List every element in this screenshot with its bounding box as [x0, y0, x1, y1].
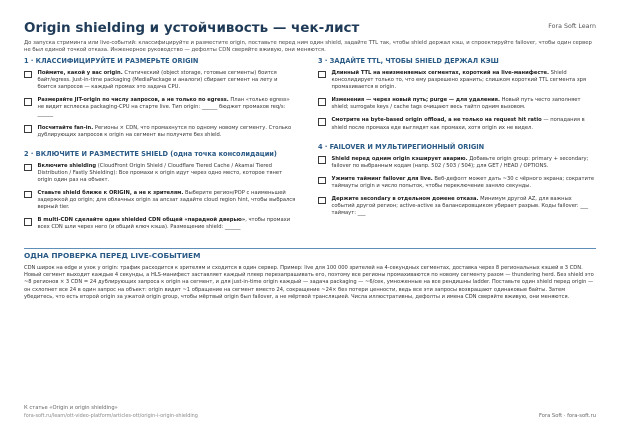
checkbox[interactable]: [24, 218, 32, 226]
checkbox[interactable]: [318, 156, 326, 164]
checkbox[interactable]: [24, 71, 32, 79]
checklist-item: [24, 70, 296, 91]
checkbox[interactable]: [318, 118, 326, 126]
checklist-item-text: Shield перед одним origin кэширует аварию. Добавьте origin group: primary + secondary; failover по выбранным кодам (напр. 502 / 503 / 504); для GET / HEAD / OPTIONS.: [331, 155, 589, 169]
left-column: [24, 57, 296, 238]
checklist-item: [318, 196, 596, 217]
final-check-text: CDN широк на edge и узок у origin: трафик расходится к зрителям и сходится в один сервер. Пример: live для 100 000 зрителей на 4-секундных сегментах, доставка через 8 региональных кэшей в 3 CDN. Новый сегмент выходит каждые 4 секунды, а HLS-манифест заставляет каждый плеер перезапрашивать его, поэтому все регионы промахиваются по новому сегменту разом — thundering herd. Без shield это ~8 регионов × 3 CDN = 24 дублирующих запроса к origin на сегмент, и для just-in-time origin каждый — задача packaging — ~6/сек, умноженные на все рендишны ladder. Поставьте один shield перед origin — он схлопнет все 24 в один запрос на объект: origin видит ~1 обращение на сегмент вместо 24, сокращение ~24× без потери ценности, ведь все эти запросы возвращают одинаковые байты. Затем убедитесь, что есть второй origin за ужатой origin group, чтобы мёртвый origin был failover, а не мёртвой трансляцией. Числа иллюстративны, дефолты и имена CDN сверяйте вживую, они меняются.: [24, 265, 594, 300]
section-divider: [24, 248, 596, 249]
checklist-item-text: Посчитайте fan-in. Регионы × CDN, что промахнутся по одному новому сегменту. Столько дублирующих запросов к origin на сегмент вы получите без shield.: [37, 124, 292, 138]
checkbox[interactable]: [24, 191, 32, 199]
section-heading-2: 2 · ВКЛЮЧИТЕ И РАЗМЕСТИТЕ SHIELD (одна точка консолидации): [24, 149, 277, 158]
checkbox[interactable]: [24, 125, 32, 133]
checkbox[interactable]: [24, 98, 32, 106]
checklist-item: [24, 217, 296, 231]
checklist-item: [318, 176, 596, 190]
checklist-item-text: Поймите, какой у вас origin. Статический (object storage, готовые сегменты) боится байт/egress. Just-in-time packaging (MediaPackage и аналоги) сбирает сегмент на лету и боится запросов — каждый промах это задача CPU.: [37, 70, 278, 91]
checkbox[interactable]: [318, 71, 326, 79]
checklist-item: [24, 190, 296, 211]
checklist-item-text: Смотрите на byte-based origin offload, а не только на request hit ratio — попадания в shield после промаха еде выглядят как промахи, хотя origin их не видел.: [331, 117, 585, 131]
checkbox[interactable]: [318, 98, 326, 106]
checklist-item-text: Размеряйте JIT-origin по числу запросов, а не только по egress. План «только egress» не видит всплеска packaging-CPU на старте live. Тип origin: ______ бюджет промахов req/s: ______: [37, 97, 290, 118]
section-heading-3: 3 · ЗАДАЙТЕ TTL, ЧТОБЫ SHIELD ДЕРЖАЛ КЭШ: [318, 57, 499, 65]
checklist-item: [318, 156, 596, 170]
footer-article-label: К статье «Origin и origin shielding»: [24, 405, 118, 411]
footer-site: Fora Soft · fora-soft.ru: [538, 413, 596, 419]
checklist-item-text: Включите shielding (CloudFront Origin Shield / Cloudflare Tiered Cache / Akamai Tiered Distribution / Fastly Shielding): Все промахи к origin идут через одно место, которое тянет origin один раз на объект.: [37, 162, 283, 183]
checklist-item: [24, 163, 296, 184]
right-column: [318, 57, 596, 223]
final-check-heading: ОДНА ПРОВЕРКА ПЕРЕД LIVE-СОБЫТИЕМ: [24, 251, 201, 260]
checkbox[interactable]: [318, 197, 326, 205]
section-heading-4: 4 · FAILOVER И МУЛЬТИРЕГИОННЫЙ ORIGIN: [318, 142, 485, 151]
checklist-item-text: Ужмите тайминг failover для live. Веб-дефолт может дать ~30 с чёрного экрана; сократите таймауты origin и число попыток, чтобы переключение заняло секунды.: [331, 175, 595, 189]
checklist-item-text: Ставьте shield ближе к ORIGIN, а не к зрителям. Выберите регион/POP с наименьшей задержкой до origin; для облачных origin за апсзат задайте cloud region hint, чтобы выбрался верный tier.: [37, 190, 296, 211]
checklist-item: [318, 70, 596, 91]
intro-text: До запуска стриминга или live-событий: классифицируйте и разместите origin, поставьте перед ним один shield, задайте TTL так, чтобы shield держал кэш, и спроектируйте failover, чтобы один сервер не был единой точкой отказа. Инженерное руководство — дефолты CDN сверяйте вживую, они меняются.: [24, 40, 592, 54]
brand-label: Fora Soft Learn: [548, 23, 596, 30]
checklist-item-text: Изменения — через новый путь; purge — для удаления. Новый путь често заполняет shield; surrogate keys / cache tags очищают весь тайтл одним вызовом.: [331, 97, 581, 111]
checklist-item: [24, 125, 296, 139]
checkbox[interactable]: [318, 177, 326, 185]
checklist-item-text: Держите secondary в отдельном домене отказа. Минимум другой AZ, для важных событий другой регион; active-active за балансировщиком убирает разрыв. Коды failover: ___ таймаут: ___: [331, 196, 589, 217]
checklist-item: [318, 97, 596, 111]
checklist-item: [318, 117, 596, 131]
section-heading-1: 1 · КЛАССИФИЦИРУЙТЕ И РАЗМЕРЬТЕ ORIGIN: [24, 57, 199, 65]
checklist-item-text: В multi-CDN сделайте один shielded CDN общей «парадной дверью», чтобы промахи всех CDN шли через него (и общий ключ кэша). Размещение shield: ______: [37, 217, 291, 231]
page-title: Origin shielding и устойчивость — чек-лист: [24, 20, 360, 36]
checklist-item: [24, 97, 296, 118]
footer-article-url[interactable]: fora-soft.ru/learn/ott-video-platform/articles-ott/origin-i-origin-shielding: [24, 413, 198, 419]
checkbox[interactable]: [24, 164, 32, 172]
checklist-item-text: Длинный TTL на неизменяемых сегментах, короткий на live-манифесте. Shield консолидирует только то, что ему разрешено хранить; слишком короткий TTL сегмента зря промахивается в origin.: [331, 70, 587, 91]
